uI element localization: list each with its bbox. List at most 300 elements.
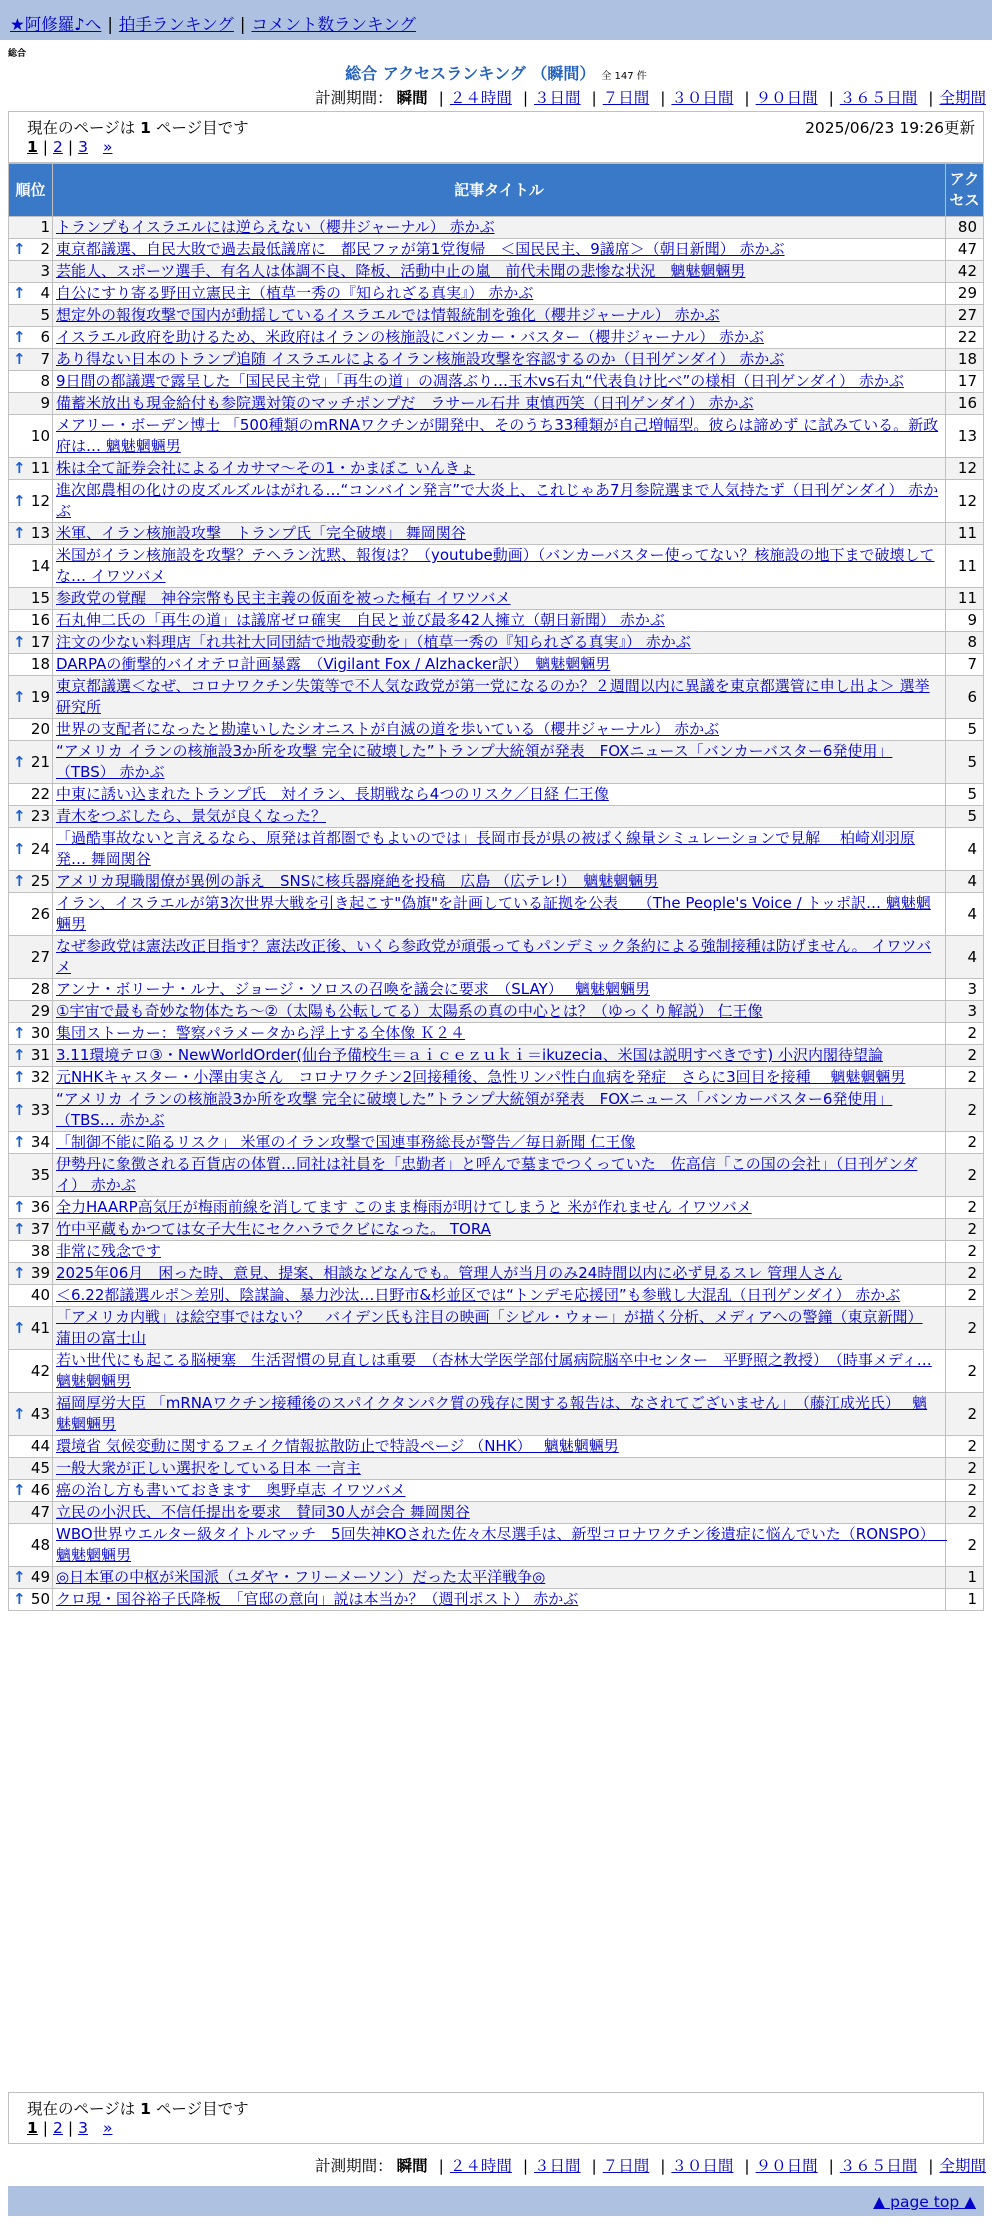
page-next-link[interactable]: » [102, 138, 113, 156]
article-title-link[interactable]: 注文の少ない料理店「れ共社大同団結で地殻変動を」（植草一秀の『知られざる真実』） 赤かぶ [56, 633, 691, 651]
separator: | [522, 89, 529, 107]
page-top-link[interactable]: ▲ page top ▲ [873, 2193, 976, 2211]
table-row [9, 1285, 984, 1307]
rank-up-arrow-icon: ↑ [13, 1024, 26, 1042]
period-label: 計測期間： [315, 2157, 393, 2175]
rank-cell [9, 1567, 53, 1589]
separator: | [438, 2157, 444, 2175]
title-cell [53, 1023, 946, 1045]
access-count: 2 [946, 1263, 984, 1285]
rank-up-arrow-icon: ↑ [13, 459, 26, 477]
rank-up-arrow-icon: ↑ [13, 1046, 26, 1064]
access-count: 2 [946, 1502, 984, 1524]
article-title-link[interactable]: 伊勢丹に象徴される百貨店の体質…同社は社員を「忠勤者」と呼んで墓までつくっていた 佐高信「この国の会社」（日刊ゲンダイ） 赤かぶ [56, 1155, 918, 1194]
title-cell [53, 1307, 946, 1350]
separator: | [828, 89, 834, 107]
separator: | [660, 89, 666, 107]
table-row [9, 719, 984, 741]
rank-number: 35 [30, 1165, 50, 1184]
title-cell [53, 327, 946, 349]
rank-cell [9, 1045, 53, 1067]
article-title-link[interactable]: 3.11環境テロ③・NewWorldOrder(仙台予備校生＝ａｉｃｅｚｕｋｉ＝ikuzecia、米国は説明すべきです) 小沢内閣待望論 [56, 1046, 883, 1064]
article-title-link[interactable]: トランプもイスラエルには逆らえない（櫻井ジャーナル） 赤かぶ [56, 218, 495, 236]
title-cell [53, 806, 946, 828]
article-title-link[interactable]: 集団ストーカー：警察パラメータから浮上する全体像 Ｋ２４ [56, 1024, 466, 1042]
rank-up-arrow-icon: ↑ [13, 687, 26, 706]
rank-number: 44 [30, 1437, 50, 1455]
article-title-link[interactable]: 芸能人、スポーツ選手、有名人は体調不良、降板、活動中止の嵐 前代未聞の悲惨な状況 魑魅魍魎男 [56, 262, 746, 280]
title-cell [53, 828, 946, 871]
access-count: 12 [946, 458, 984, 480]
page-3-link[interactable]: 3 [78, 2119, 89, 2137]
page-info-suffix: ページ目です [155, 2100, 249, 2118]
article-title-link[interactable]: 2025年06月 困った時、意見、提案、相談などなんでも。管理人が当月のみ24時間以内に必ず見るスレ 管理人さん [56, 1264, 843, 1282]
top-nav-bar [0, 0, 992, 40]
page-current: 1 [27, 138, 38, 156]
separator: | [107, 15, 113, 34]
separator: | [928, 2157, 934, 2175]
table-row [9, 1393, 984, 1436]
title-cell [53, 1045, 946, 1067]
access-count: 5 [946, 784, 984, 806]
separator: | [744, 89, 750, 107]
title-cell [53, 1089, 946, 1132]
table-row [9, 523, 984, 545]
table-row [9, 1436, 984, 1458]
rank-up-arrow-icon: ↑ [13, 1481, 26, 1499]
page-title [0, 61, 992, 84]
clap-ranking-link[interactable]: 拍手ランキング [118, 15, 234, 34]
rank-up-arrow-icon: ↑ [13, 491, 26, 510]
title-cell [53, 1197, 946, 1219]
table-row [9, 1045, 984, 1067]
rank-up-arrow-icon: ↑ [13, 284, 26, 302]
access-count: 2 [946, 1350, 984, 1393]
table-row [9, 1589, 984, 1611]
page-title-text: 総合 アクセスランキング （瞬間） [345, 64, 596, 83]
title-cell [53, 480, 946, 523]
table-row [9, 371, 984, 393]
article-title-link[interactable]: あり得ない日本のトランプ追随 イスラエルによるイラン核施設攻撃を容認するのか（日刊ゲンダイ） 赤かぶ [56, 350, 785, 368]
period-3d-link[interactable]: ３日間 [534, 89, 581, 107]
rank-number: 28 [30, 980, 50, 998]
article-title-link[interactable]: 全力HAARP高気圧が梅雨前線を消してます このまま梅雨が明けてしまうと 米が作れません イワツバメ [56, 1198, 752, 1216]
period-selector-top [315, 86, 986, 108]
article-title-link[interactable]: イスラエル政府を助けるため、米政府はイランの核施設にバンカー・バスター（櫻井ジャーナル） 赤かぶ [56, 328, 764, 346]
access-count: 5 [946, 806, 984, 828]
title-cell [53, 1567, 946, 1589]
rank-up-arrow-icon: ↑ [13, 1100, 26, 1119]
rank-cell [9, 784, 53, 806]
title-cell [53, 393, 946, 415]
access-count: 11 [946, 588, 984, 610]
rank-number: 40 [30, 1286, 50, 1304]
rank-cell [9, 806, 53, 828]
article-title-link[interactable]: 若い世代にも起こる脳梗塞 生活習慣の見直しは重要 （杏林大学医学部付属病院脳卒中センター 平野照之教授） （時事メディ… 魑魅魍魎男 [56, 1351, 932, 1390]
table-row [9, 979, 984, 1001]
access-count: 27 [946, 305, 984, 327]
title-cell [53, 1524, 946, 1567]
header-access [946, 164, 984, 217]
rank-number: 33 [30, 1100, 50, 1119]
article-title-link[interactable]: 米軍、イラン核施設攻撃 トランプ氏「完全破壊」 舞岡関谷 [56, 524, 466, 542]
article-title-link[interactable]: 中東に誘い込まれたトランプ氏 対イラン、長期戦なら4つのリスク／日経 仁王像 [56, 785, 609, 803]
rank-cell [9, 893, 53, 936]
rank-up-arrow-icon: ↑ [13, 839, 26, 858]
table-row [9, 217, 984, 239]
table-row [9, 415, 984, 458]
table-row [9, 610, 984, 632]
article-title-link[interactable]: 株は全て証券会社によるイカサマ〜その1・かまぼこ いんきょ [56, 459, 475, 477]
rank-number: 12 [30, 491, 50, 510]
article-title-link[interactable]: なぜ参政党は憲法改正目指す？憲法改正後、いくら参政党が頑張ってもパンデミック条約による強制接種は防げません。 イワツバメ [56, 937, 932, 976]
period-90d-link[interactable]: ９０日間 [755, 89, 818, 107]
table-row [9, 283, 984, 305]
rank-cell [9, 936, 53, 979]
rank-cell [9, 261, 53, 283]
article-title-link[interactable]: 石丸伸二氏の「再生の道」は議席ゼロ確実 自民と並び最多42人擁立（朝日新聞） 赤かぶ [56, 611, 665, 629]
title-cell [53, 1241, 946, 1263]
title-cell [53, 741, 946, 784]
table-row [9, 1241, 984, 1263]
title-cell [53, 1502, 946, 1524]
rank-cell [9, 283, 53, 305]
rank-number: 14 [30, 556, 50, 575]
rank-number: 22 [30, 785, 50, 803]
separator: | [591, 89, 597, 107]
title-cell [53, 371, 946, 393]
title-cell [53, 545, 946, 588]
rank-up-arrow-icon: ↑ [13, 1590, 26, 1608]
title-cell [53, 1067, 946, 1089]
title-cell [53, 588, 946, 610]
article-title-link[interactable]: 9日間の都議選で露呈した「国民民主党」「再生の道」の凋落ぶり…玉木vs石丸“代表負け比べ”の様相（日刊ゲンダイ） 赤かぶ [56, 372, 904, 390]
page-info-prefix: 現在のページは [27, 2100, 136, 2118]
title-cell [53, 1480, 946, 1502]
article-title-link[interactable]: 青木をつぶしたら、景気が良くなった？ [56, 807, 327, 825]
section-label: 総合 [8, 49, 27, 59]
access-count: 2 [946, 1089, 984, 1132]
access-count: 2 [946, 1393, 984, 1436]
page-2-link[interactable]: 2 [53, 2119, 63, 2137]
header-rank [9, 164, 53, 217]
rank-number: 30 [30, 1024, 50, 1042]
table-row [9, 1132, 984, 1154]
access-count: 16 [946, 393, 984, 415]
rank-number: 11 [30, 459, 50, 477]
title-cell [53, 871, 946, 893]
period-30d-link[interactable]: ３０日間 [671, 89, 734, 107]
comment-ranking-link[interactable]: コメント数ランキング [251, 15, 416, 34]
table-row [9, 327, 984, 349]
article-title-link[interactable]: 米国がイラン核施設を攻撃？テヘラン沈黙、報復は？（youtube動画）（バンカーバスター使ってない？核施設の地下まで破壊してな… イワツバメ [56, 546, 935, 585]
rank-number: 7 [40, 350, 50, 368]
rank-number: 2 [40, 240, 50, 258]
article-title-link[interactable]: 「アメリカ内戦」は絵空事ではない？ バイデン氏も注目の映画「シビル・ウォー」が描く分析、メディアへの警鐘（東京新聞） 蒲田の富士山 [56, 1308, 923, 1347]
home-link[interactable]: ★阿修羅♪へ [10, 15, 102, 34]
table-row [9, 1263, 984, 1285]
title-cell [53, 1436, 946, 1458]
table-row [9, 784, 984, 806]
rank-cell [9, 1219, 53, 1241]
table-row [9, 1089, 984, 1132]
rank-number: 49 [30, 1568, 50, 1586]
rank-number: 20 [30, 720, 50, 738]
article-title-link[interactable]: 備蓄米放出も現金給付も参院選対策のマッチポンプだ ラサール石井 東慎西笑（日刊ゲンダイ） 赤かぶ [56, 394, 754, 412]
table-row [9, 239, 984, 261]
rank-number: 15 [30, 589, 50, 607]
separator: | [67, 138, 74, 156]
separator [93, 138, 98, 156]
rank-number: 37 [30, 1220, 50, 1238]
rank-up-arrow-icon: ↑ [13, 350, 26, 368]
rank-up-arrow-icon: ↑ [13, 1220, 26, 1238]
period-all-link[interactable]: 全期間 [939, 89, 986, 107]
article-title-link[interactable]: イラン、イスラエルが第3次世界大戦を引き起こす"偽旗"を計画している証拠を公表 （The People's Voice / トッポ訳… 魑魅魍魎男 [56, 894, 931, 933]
rank-number: 21 [30, 752, 50, 771]
rank-cell [9, 1023, 53, 1045]
rank-cell [9, 217, 53, 239]
access-count: 2 [946, 1023, 984, 1045]
article-title-link[interactable]: ◎日本軍の中枢が米国派（ユダヤ・フリーメーソン）だった太平洋戦争◎ [56, 1568, 546, 1586]
access-count: 11 [946, 523, 984, 545]
access-count: 6 [946, 676, 984, 719]
rank-number: 39 [30, 1264, 50, 1282]
rank-up-arrow-icon: ↑ [13, 1068, 26, 1086]
article-title-link[interactable]: 癌の治し方も書いておきます 奥野卓志 イワツバメ [56, 1481, 406, 1499]
article-title-link[interactable]: 環境省 気候変動に関するフェイク情報拡散防止で特設ページ （NHK） 魑魅魍魎男 [56, 1437, 619, 1455]
separator: | [828, 2157, 834, 2175]
rank-cell [9, 415, 53, 458]
access-count: 7 [946, 654, 984, 676]
table-row [9, 893, 984, 936]
period-24h-link[interactable]: ２４時間 [449, 89, 512, 107]
title-cell [53, 523, 946, 545]
rank-number: 10 [30, 426, 50, 445]
period-365d-link[interactable]: ３６５日間 [839, 2157, 918, 2175]
separator: | [42, 138, 49, 156]
table-row [9, 261, 984, 283]
access-count: 13 [946, 415, 984, 458]
rank-number: 23 [30, 807, 50, 825]
title-cell [53, 1132, 946, 1154]
separator: | [522, 2157, 529, 2175]
table-row [9, 393, 984, 415]
page-info-number: 1 [140, 2100, 151, 2118]
rank-number: 47 [30, 1503, 50, 1521]
title-cell [53, 217, 946, 239]
period-7d-link[interactable]: ７日間 [602, 89, 650, 107]
rank-up-arrow-icon: ↑ [13, 240, 26, 258]
article-title-link[interactable]: 立民の小沢氏、不信任提出を要求 賛同30人が会合 舞岡関谷 [56, 1503, 470, 1521]
rank-cell [9, 588, 53, 610]
article-title-link[interactable]: 進次郎農相の化けの皮ズルズルはがれる…“コンバイン発言”で大炎上、これじゃあ7月参院選まで人気持たず（日刊ゲンダイ） 赤かぶ [56, 481, 939, 520]
article-title-link[interactable]: 非常に残念です [56, 1242, 162, 1260]
article-title-link[interactable]: クロ現・国谷裕子氏降板 「官邸の意向」説は本当か？（週刊ポスト） 赤かぶ [56, 1590, 579, 1608]
period-current: 瞬間 [396, 89, 428, 107]
rank-up-arrow-icon: ↑ [13, 1318, 26, 1337]
period-365d-link[interactable]: ３６５日間 [839, 89, 918, 107]
table-header-row [9, 164, 984, 217]
article-title-link[interactable]: 竹中平蔵もかつては女子大生にセクハラでクビになった。 TORA [56, 1220, 491, 1238]
table-row [9, 741, 984, 784]
table-row [9, 828, 984, 871]
table-row [9, 1524, 984, 1567]
access-count: 2 [946, 1219, 984, 1241]
title-cell [53, 283, 946, 305]
rank-number: 5 [40, 306, 50, 324]
title-cell [53, 719, 946, 741]
rank-cell [9, 676, 53, 719]
access-count: 9 [946, 610, 984, 632]
rank-number: 26 [30, 904, 50, 923]
article-title-link[interactable]: アンナ・ボリーナ・ルナ、ジョージ・ソロスの召喚を議会に要求 （SLAY） 魑魅魍魎男 [56, 980, 651, 998]
article-title-link[interactable]: 自公にすり寄る野田立憲民主（植草一秀の『知られざる真実』） 赤かぶ [56, 284, 534, 302]
rank-cell [9, 1502, 53, 1524]
title-cell [53, 239, 946, 261]
title-cell [53, 458, 946, 480]
title-cell [53, 893, 946, 936]
table-row [9, 1567, 984, 1589]
access-count: 3 [946, 1001, 984, 1023]
rank-cell [9, 1307, 53, 1350]
article-title-link[interactable]: アメリカ現職閣僚が異例の訴え SNSに核兵器廃絶を投稿 広島 （広テレ!） 魑魅魍魎男 [56, 872, 659, 890]
title-cell [53, 415, 946, 458]
header-title: 記事タイトル [53, 164, 946, 217]
access-count: 12 [946, 480, 984, 523]
rank-cell [9, 1263, 53, 1285]
table-row [9, 1154, 984, 1197]
article-title-link[interactable]: 一般大衆が正しい選択をしている日本 一言主 [56, 1459, 361, 1477]
page-numbers [27, 138, 112, 156]
period-90d-link[interactable]: ９０日間 [755, 2157, 818, 2175]
pager-top [8, 111, 984, 163]
table-row [9, 632, 984, 654]
rank-cell [9, 741, 53, 784]
rank-up-arrow-icon: ↑ [13, 1133, 26, 1151]
article-title-link[interactable]: メアリー・ボーデン博士 「500種類のmRNAワクチンが開発中、そのうち33種類が自己増幅型。彼らは諦めず に試みている。新政府は… 魑魅魍魎男 [56, 416, 939, 455]
rank-cell [9, 1589, 53, 1611]
article-title-link[interactable]: 東京都議選、自民大敗で過去最低議席に 都民ファが第1党復帰 ＜国民民主、9議席＞（朝日新聞） 赤かぶ [56, 240, 785, 258]
rank-cell [9, 1524, 53, 1567]
rank-cell [9, 719, 53, 741]
article-title-link[interactable]: 東京都議選＜なぜ、コロナワクチン失策等で不人気な政党が第一党になるのか？２週間以内に異議を東京都選管に申し出よ＞ 選挙研究所 [56, 677, 930, 716]
access-count: 4 [946, 871, 984, 893]
article-title-link[interactable]: 「過酷事故ないと言えるなら、原発は首都圏でもよいのでは」長岡市長が県の被ばく線量シミュレーションで見解 柏崎刈羽原発… 舞岡関谷 [56, 829, 915, 868]
article-title-link[interactable]: 元NHKキャスター・小澤由実さん コロナワクチン2回接種後、急性リンパ性白血病を発症 さらに3回目を接種 魑魅魍魎男 [56, 1068, 906, 1086]
article-title-link[interactable]: ①宇宙で最も奇妙な物体たち〜②（太陽も公転してる）太陽系の真の中心とは？（ゆっくり解説） 仁王像 [56, 1002, 763, 1020]
article-title-link[interactable]: DARPAの衝撃的バイオテロ計画暴露 （Vigilant Fox / Alzhacker訳） 魑魅魍魎男 [56, 655, 611, 673]
table-row [9, 1067, 984, 1089]
period-24h-link[interactable]: ２４時間 [449, 2157, 512, 2175]
article-title-link[interactable]: 「制御不能に陥るリスク」 米軍のイラン攻撃で国連事務総長が警告／毎日新聞 仁王像 [56, 1133, 636, 1151]
article-title-link[interactable]: “アメリカ イランの核施設3か所を攻撃 完全に破壊した”トランプ大統領が発表 FOXニュース「バンカーバスター6発使用」（TBS） 赤かぶ [56, 742, 893, 781]
article-title-link[interactable]: 想定外の報復攻撃で国内が動揺しているイスラエルでは情報統制を強化（櫻井ジャーナル） 赤かぶ [56, 306, 720, 324]
access-count: 5 [946, 719, 984, 741]
rank-number: 29 [30, 1002, 50, 1020]
article-title-link[interactable]: WBO世界ウエルター級タイトルマッチ 5回失神KOされた佐々木尽選手は、新型コロナワクチン後遺症に悩んでいた（RONSPO） 魑魅魍魎男 [56, 1525, 947, 1564]
rank-number: 34 [30, 1133, 50, 1151]
rank-number: 8 [40, 372, 50, 390]
rank-number: 18 [30, 655, 50, 673]
table-row [9, 1001, 984, 1023]
separator: | [591, 2157, 597, 2175]
rank-up-arrow-icon: ↑ [13, 807, 26, 825]
rank-cell [9, 828, 53, 871]
table-row [9, 458, 984, 480]
page-info [27, 116, 249, 138]
page-info-number: 1 [140, 119, 151, 137]
table-row [9, 936, 984, 979]
access-count: 2 [946, 1197, 984, 1219]
page-info [27, 2097, 249, 2119]
access-count: 29 [946, 283, 984, 305]
page-3-link[interactable]: 3 [78, 138, 89, 156]
table-row [9, 1350, 984, 1393]
table-row [9, 1502, 984, 1524]
top-nav-links [10, 11, 416, 35]
access-count: 1 [946, 1589, 984, 1611]
table-row [9, 480, 984, 523]
title-cell [53, 305, 946, 327]
article-title-link[interactable]: 世界の支配者になったと勘違いしたシオニストが自滅の道を歩いている（櫻井ジャーナル） 赤かぶ [56, 720, 720, 738]
rank-number: 48 [30, 1535, 50, 1554]
title-cell [53, 610, 946, 632]
title-cell [53, 936, 946, 979]
article-title-link[interactable]: 福岡厚労大臣 「mRNAワクチン接種後のスパイクタンパク質の残存に関する報告は、なされてございません」 （藤江成光氏） 魑魅魍魎男 [56, 1394, 928, 1433]
period-all-link[interactable]: 全期間 [939, 2157, 986, 2175]
rank-number: 19 [30, 687, 50, 706]
page-next-link[interactable]: » [102, 2119, 113, 2137]
access-count: 2 [946, 1436, 984, 1458]
page-info-prefix: 現在のページは [27, 119, 136, 137]
access-count: 17 [946, 371, 984, 393]
bottom-bar [8, 2186, 984, 2216]
access-count: 1 [946, 1567, 984, 1589]
access-count: 2 [946, 1154, 984, 1197]
rank-cell [9, 1132, 53, 1154]
access-count: 47 [946, 239, 984, 261]
access-count: 4 [946, 893, 984, 936]
rank-cell [9, 1436, 53, 1458]
article-title-link[interactable]: ＜6.22都議選ルポ＞差別、陰謀論、暴力沙汰…日野市&杉並区では“トンデモ応援団”も参戦し大混乱（日刊ゲンダイ） 赤かぶ [56, 1286, 901, 1304]
title-cell [53, 654, 946, 676]
access-count: 2 [946, 1480, 984, 1502]
table-row [9, 806, 984, 828]
access-count: 42 [946, 261, 984, 283]
access-count: 2 [946, 1045, 984, 1067]
rank-cell [9, 1285, 53, 1307]
title-cell [53, 261, 946, 283]
article-title-link[interactable]: 参政党の覚醒 神谷宗幣も民主主義の仮面を被った極右 イワツバメ [56, 589, 511, 607]
period-30d-link[interactable]: ３０日間 [671, 2157, 734, 2175]
period-3d-link[interactable]: ３日間 [534, 2157, 581, 2175]
period-7d-link[interactable]: ７日間 [602, 2157, 650, 2175]
rank-number: 46 [30, 1481, 50, 1499]
title-cell [53, 1393, 946, 1436]
title-cell [53, 349, 946, 371]
rank-cell [9, 632, 53, 654]
page-2-link[interactable]: 2 [53, 138, 63, 156]
period-current: 瞬間 [396, 2157, 428, 2175]
article-title-link[interactable]: “アメリカ イランの核施設3か所を攻撃 完全に破壊した”トランプ大統領が発表 FOXニュース「バンカーバスター6発使用」（TBS… 赤かぶ [56, 1090, 893, 1129]
rank-cell [9, 545, 53, 588]
rank-cell [9, 1067, 53, 1089]
rank-number: 41 [30, 1318, 50, 1337]
rank-number: 13 [30, 524, 50, 542]
table-row [9, 654, 984, 676]
page-info-suffix: ページ目です [155, 119, 249, 137]
